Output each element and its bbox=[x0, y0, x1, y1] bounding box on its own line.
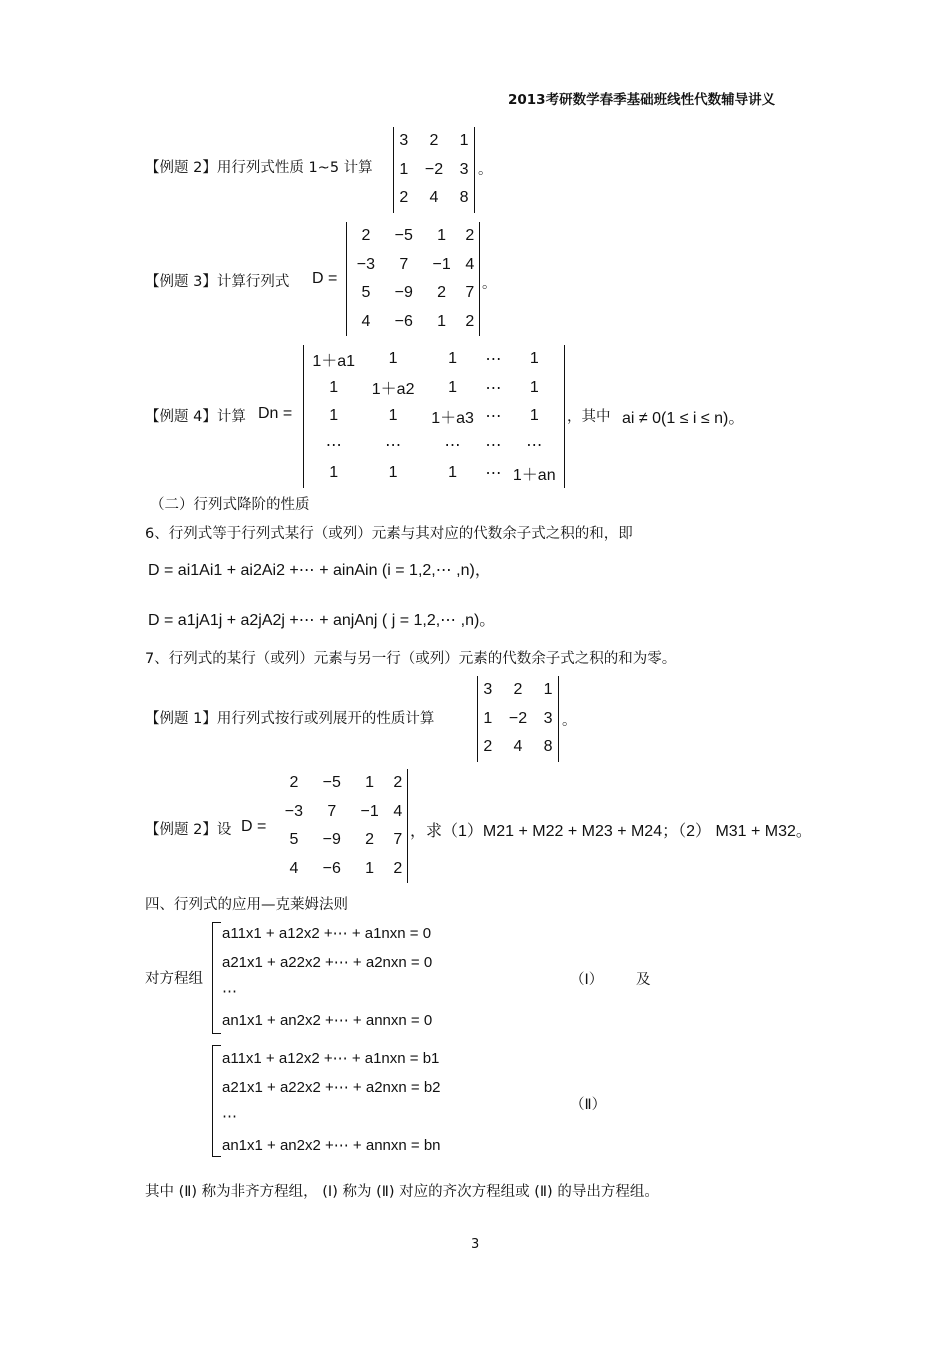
equation-line: a21x1 + a22x2 +⋯ + a2nxn = 0 bbox=[222, 954, 433, 971]
matrix-entry: 1 bbox=[543, 681, 553, 699]
matrix-entry: 2 bbox=[289, 774, 299, 792]
matrix-entry: 2 bbox=[361, 227, 371, 245]
matrix-entry: 1 bbox=[437, 312, 447, 330]
matrix-entry: −2 bbox=[508, 709, 528, 727]
equation-line: a21x1 + a22x2 +⋯ + a2nxn = b2 bbox=[222, 1079, 441, 1096]
matrix-entry: 1 bbox=[448, 350, 457, 368]
matrix-entry: 8 bbox=[543, 738, 553, 756]
example-3-tail: 。 bbox=[482, 276, 497, 292]
matrix-entry: ⋯ bbox=[485, 436, 502, 454]
determinant-3x3-b bbox=[477, 676, 559, 762]
matrix-entry: 2 bbox=[429, 132, 439, 150]
example-2a-tail: 。 bbox=[478, 162, 493, 178]
system-label: 对方程组 bbox=[145, 971, 203, 987]
matrix-row bbox=[394, 184, 474, 213]
equation-line: an1x1 + an2x2 +⋯ + annxn = bn bbox=[222, 1137, 441, 1154]
matrix-row bbox=[275, 798, 407, 827]
example-2b-label: 【例题 2】设 bbox=[145, 822, 232, 838]
matrix-entry: 1 bbox=[329, 464, 339, 482]
matrix-entry: 1＋a2 bbox=[371, 381, 415, 399]
matrix-entry: −5 bbox=[322, 774, 341, 792]
matrix-entry: 4 bbox=[393, 802, 403, 820]
matrix-entry: 1＋a3 bbox=[431, 409, 474, 427]
property-7: 7、行列式的某行（或列）元素与另一行（或列）元素的代数余子式之积的和为零。 bbox=[145, 651, 677, 667]
equation-line: a11x1 + a12x2 +⋯ + a1nxn = b1 bbox=[222, 1050, 440, 1067]
matrix-entry: −1 bbox=[360, 802, 379, 820]
matrix-entry: 1 bbox=[448, 378, 457, 396]
matrix-entry: 4 bbox=[429, 189, 439, 207]
matrix-entry: 2 bbox=[393, 774, 403, 792]
matrix-entry: 1 bbox=[529, 407, 539, 425]
matrix-row bbox=[304, 459, 564, 488]
matrix-entry: 2 bbox=[465, 312, 475, 330]
equation-line: ⋯ bbox=[222, 1108, 237, 1125]
matrix-entry: 7 bbox=[393, 831, 403, 849]
matrix-entry: 3 bbox=[483, 681, 493, 699]
matrix-entry: 1 bbox=[329, 378, 339, 396]
matrix-entry: −1 bbox=[432, 255, 451, 273]
system-1-tag: （Ⅰ） bbox=[570, 972, 604, 988]
matrix-entry: ⋯ bbox=[485, 351, 502, 369]
example-2b-question: ，求（1）M21 + M22 + M23 + M24；（2） M31 + M32。 bbox=[410, 823, 812, 840]
matrix-row bbox=[478, 676, 558, 705]
matrix-entry: 1 bbox=[388, 464, 398, 482]
matrix-entry: ⋯ bbox=[385, 436, 402, 454]
matrix-entry: −3 bbox=[356, 255, 376, 273]
example-1b-tail: 。 bbox=[562, 713, 577, 729]
determinant-3x3-a bbox=[393, 127, 475, 213]
matrix-entry: ⋯ bbox=[325, 436, 342, 454]
matrix-row bbox=[347, 251, 479, 280]
equation-line: an1x1 + an2x2 +⋯ + annxn = 0 bbox=[222, 1012, 433, 1029]
example-4-condition: ai ≠ 0(1 ≤ i ≤ n)。 bbox=[622, 410, 745, 427]
example-1b-label: 【例题 1】用行列式按行或列展开的性质计算 bbox=[145, 711, 435, 727]
example-4-label: 【例题 4】计算 bbox=[145, 409, 246, 425]
matrix-row bbox=[347, 308, 479, 337]
example-3-lhs: D = bbox=[312, 270, 338, 287]
equation-line: a11x1 + a12x2 +⋯ + a1nxn = 0 bbox=[222, 925, 432, 942]
matrix-entry: 4 bbox=[361, 312, 371, 330]
matrix-entry: −5 bbox=[394, 227, 413, 245]
matrix-entry: 7 bbox=[465, 284, 475, 302]
matrix-entry: 2 bbox=[365, 831, 375, 849]
matrix-entry: −6 bbox=[322, 859, 341, 877]
matrix-row bbox=[394, 127, 474, 156]
matrix-entry: 5 bbox=[289, 831, 299, 849]
matrix-entry: 1 bbox=[437, 227, 447, 245]
example-3-label: 【例题 3】计算行列式 bbox=[145, 274, 290, 290]
matrix-entry: 2 bbox=[437, 284, 447, 302]
matrix-entry: 1 bbox=[388, 407, 398, 425]
matrix-entry: −2 bbox=[424, 160, 444, 178]
page-header: 2013考研数学春季基础班线性代数辅导讲义 bbox=[508, 92, 776, 108]
matrix-row bbox=[275, 826, 407, 855]
matrix-entry: 2 bbox=[399, 189, 409, 207]
example-2a-label: 【例题 2】用行列式性质 1~5 计算 bbox=[145, 160, 373, 176]
property-6: 6、行列式等于行列式某行（或列）元素与其对应的代数余子式之积的和，即 bbox=[145, 526, 633, 542]
matrix-entry: 2 bbox=[513, 681, 523, 699]
matrix-row bbox=[304, 345, 564, 374]
matrix-entry: 1 bbox=[529, 350, 539, 368]
example-4-mid: ，其中 bbox=[567, 409, 611, 425]
matrix-entry: 4 bbox=[513, 738, 523, 756]
matrix-entry: 3 bbox=[399, 132, 409, 150]
matrix-entry: 1＋an bbox=[512, 466, 556, 484]
matrix-entry: 8 bbox=[459, 189, 469, 207]
matrix-row bbox=[394, 156, 474, 185]
matrix-row bbox=[478, 733, 558, 762]
matrix-entry: 3 bbox=[459, 160, 469, 178]
matrix-entry: ⋯ bbox=[444, 436, 461, 454]
matrix-entry: 1 bbox=[529, 378, 539, 396]
matrix-row bbox=[304, 402, 564, 431]
matrix-row bbox=[478, 705, 558, 734]
determinant-nxn bbox=[303, 345, 565, 488]
matrix-entry: ⋯ bbox=[526, 436, 543, 454]
matrix-entry: 2 bbox=[465, 227, 475, 245]
example-4-lhs: Dn = bbox=[258, 405, 293, 422]
determinant-4x4-a bbox=[346, 222, 480, 336]
system-2-tag: （Ⅱ） bbox=[570, 1097, 607, 1113]
matrix-entry: 1 bbox=[459, 132, 469, 150]
matrix-entry: 5 bbox=[361, 284, 371, 302]
matrix-entry: 7 bbox=[327, 802, 337, 820]
matrix-row bbox=[275, 769, 407, 798]
matrix-entry: 4 bbox=[465, 255, 475, 273]
section-heading-2: （二）行列式降阶的性质 bbox=[150, 497, 310, 513]
matrix-entry: 1 bbox=[388, 350, 398, 368]
matrix-row bbox=[304, 374, 564, 403]
matrix-entry: −9 bbox=[394, 284, 413, 302]
equation-line: ⋯ bbox=[222, 983, 237, 1000]
formula-row-expansion: D = ai1Ai1 + ai2Ai2 +⋯ + ainAin (i = 1,2,⋯ ,n)， bbox=[148, 562, 491, 579]
example-2b-lhs: D = bbox=[241, 818, 267, 835]
matrix-entry: ⋯ bbox=[485, 379, 502, 397]
matrix-entry: 4 bbox=[289, 859, 299, 877]
matrix-row bbox=[275, 855, 407, 884]
matrix-entry: 1 bbox=[399, 160, 409, 178]
matrix-entry: −3 bbox=[284, 802, 304, 820]
matrix-row bbox=[347, 279, 479, 308]
matrix-entry: 1＋a1 bbox=[312, 352, 356, 370]
matrix-entry: 1 bbox=[329, 407, 339, 425]
matrix-entry: 3 bbox=[543, 709, 553, 727]
matrix-entry: 7 bbox=[399, 255, 409, 273]
matrix-entry: ⋯ bbox=[485, 408, 502, 426]
matrix-row bbox=[347, 222, 479, 251]
determinant-4x4-b bbox=[275, 769, 408, 883]
system-2-brace bbox=[212, 1045, 221, 1157]
system-1-brace bbox=[212, 922, 221, 1034]
page-number: 3 bbox=[471, 1237, 480, 1252]
formula-column-expansion: D = a1jA1j + a2jA2j +⋯ + anjAnj ( j = 1,2,⋯ ,n)。 bbox=[148, 612, 496, 629]
matrix-entry: 1 bbox=[365, 774, 375, 792]
matrix-entry: 1 bbox=[365, 859, 375, 877]
matrix-entry: 1 bbox=[448, 464, 457, 482]
matrix-entry: 2 bbox=[483, 738, 493, 756]
matrix-entry: 2 bbox=[393, 859, 403, 877]
matrix-row bbox=[304, 431, 564, 460]
matrix-entry: 1 bbox=[483, 709, 493, 727]
system-and: 及 bbox=[636, 972, 651, 988]
matrix-entry: −9 bbox=[322, 831, 341, 849]
conclusion-text: 其中 (Ⅱ) 称为非齐方程组， (Ⅰ) 称为 (Ⅱ) 对应的齐次方程组或 (Ⅱ) 的导出方程组。 bbox=[145, 1184, 659, 1200]
matrix-entry: ⋯ bbox=[485, 465, 502, 483]
section-heading-4: 四、行列式的应用—克莱姆法则 bbox=[145, 897, 348, 913]
matrix-entry: −6 bbox=[394, 312, 413, 330]
